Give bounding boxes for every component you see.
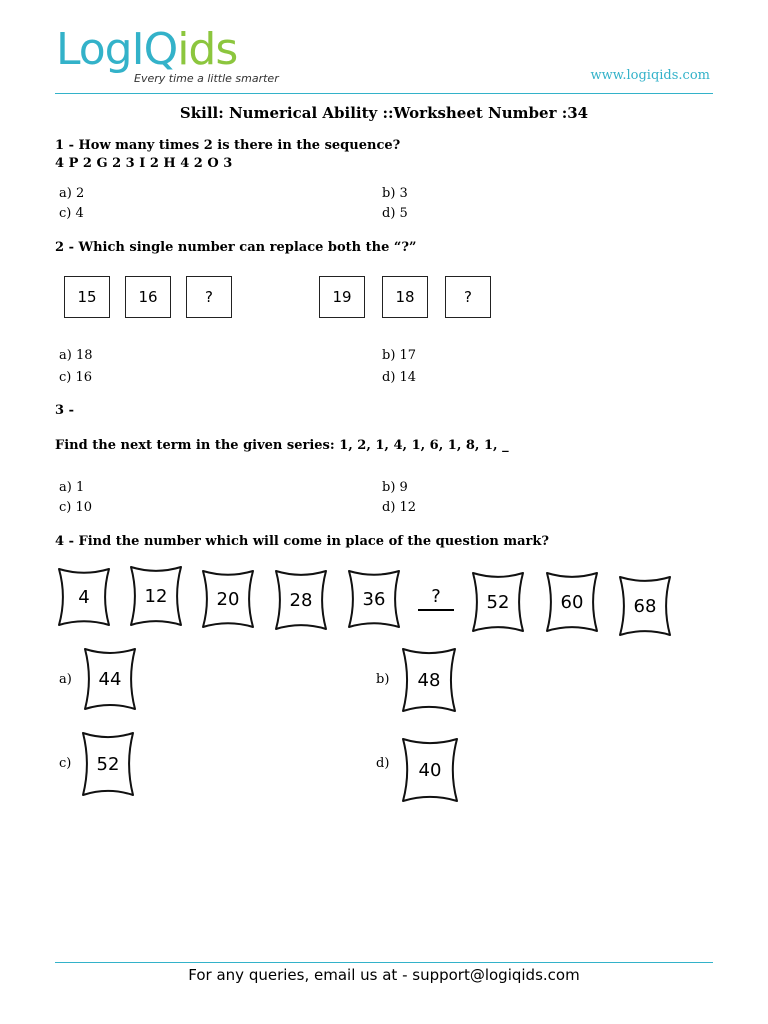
question-1-option-b[interactable]: b) 3	[382, 186, 408, 201]
number-box: 19	[319, 276, 365, 318]
question-2-prompt: 2 - Which single number can replace both the “?”	[55, 240, 417, 255]
question-1-option-d[interactable]: d) 5	[382, 206, 408, 221]
question-4-option-b-tile	[400, 646, 458, 714]
option-tile-value: 48	[417, 669, 441, 691]
number-box: 16	[125, 276, 171, 318]
question-1-prompt: 1 - How many times 2 is there in the sequence?	[55, 138, 401, 153]
sequence-tile-value: 4	[78, 586, 90, 608]
sequence-tile-value: 12	[144, 585, 168, 607]
sequence-tile-value: 20	[216, 588, 240, 610]
question-3-option-b[interactable]: b) 9	[382, 480, 408, 495]
answer-blank-line	[418, 609, 454, 611]
logo-tagline: Every time a little smarter	[134, 72, 279, 85]
option-tile-value: 44	[98, 668, 122, 690]
question-2-option-c[interactable]: c) 16	[59, 370, 93, 385]
question-3-option-d[interactable]: d) 12	[382, 500, 417, 515]
worksheet-title: Skill: Numerical Ability ::Worksheet Number :34	[179, 104, 589, 122]
footer-contact: For any queries, email us at - support@logiqids.com	[188, 966, 580, 984]
sequence-missing	[418, 586, 454, 616]
sequence-tile-value: 28	[289, 589, 313, 611]
question-4-option-a-label[interactable]: a)	[59, 672, 72, 687]
question-4-option-d-label[interactable]: d)	[376, 756, 390, 771]
question-2-option-b[interactable]: b) 17	[382, 348, 417, 363]
sequence-missing-value: ?	[431, 586, 441, 607]
number-box: 18	[382, 276, 428, 318]
sequence-tile	[128, 564, 184, 628]
sequence-tile	[470, 570, 526, 634]
sequence-tile	[56, 566, 112, 628]
question-3-option-c[interactable]: c) 10	[59, 500, 93, 515]
question-4-option-c-label[interactable]: c)	[59, 756, 72, 771]
sequence-tile	[273, 568, 329, 632]
header-divider	[55, 93, 713, 94]
number-box: ?	[445, 276, 491, 318]
sequence-tile	[346, 568, 402, 630]
sequence-tile-value: 36	[362, 588, 386, 610]
footer-divider	[55, 962, 713, 963]
question-4-option-a-tile	[82, 646, 138, 712]
question-2-option-d[interactable]: d) 14	[382, 370, 417, 385]
sequence-tile	[617, 574, 673, 638]
question-4-prompt: 4 - Find the number which will come in place of the question mark?	[55, 534, 550, 549]
option-tile-value: 40	[418, 759, 442, 781]
logo-text-part1: LogIQ	[56, 24, 178, 75]
question-4-option-c-tile	[80, 730, 136, 798]
sequence-tile	[544, 570, 600, 634]
question-3-option-a[interactable]: a) 1	[59, 480, 85, 495]
sequence-tile-value: 52	[486, 591, 510, 613]
number-box: 15	[64, 276, 110, 318]
question-1-option-c[interactable]: c) 4	[59, 206, 84, 221]
sequence-tile-value: 68	[633, 595, 657, 617]
number-box: ?	[186, 276, 232, 318]
logo	[56, 26, 237, 74]
sequence-tile-value: 60	[560, 591, 584, 613]
question-3-series: Find the next term in the given series: 1, 2, 1, 4, 1, 6, 1, 8, 1, _	[55, 438, 509, 453]
question-4-option-d-tile	[400, 736, 460, 804]
question-1-sequence: 4 P 2 G 2 3 I 2 H 4 2 O 3	[55, 156, 233, 171]
question-3-prompt: 3 -	[55, 403, 74, 418]
question-1-option-a[interactable]: a) 2	[59, 186, 85, 201]
question-4-option-b-label[interactable]: b)	[376, 672, 390, 687]
logo-text-part2: ids	[177, 24, 238, 75]
option-tile-value: 52	[96, 753, 120, 775]
website-link[interactable]: www.logiqids.com	[590, 68, 710, 83]
sequence-tile	[200, 568, 256, 630]
question-2-option-a[interactable]: a) 18	[59, 348, 93, 363]
